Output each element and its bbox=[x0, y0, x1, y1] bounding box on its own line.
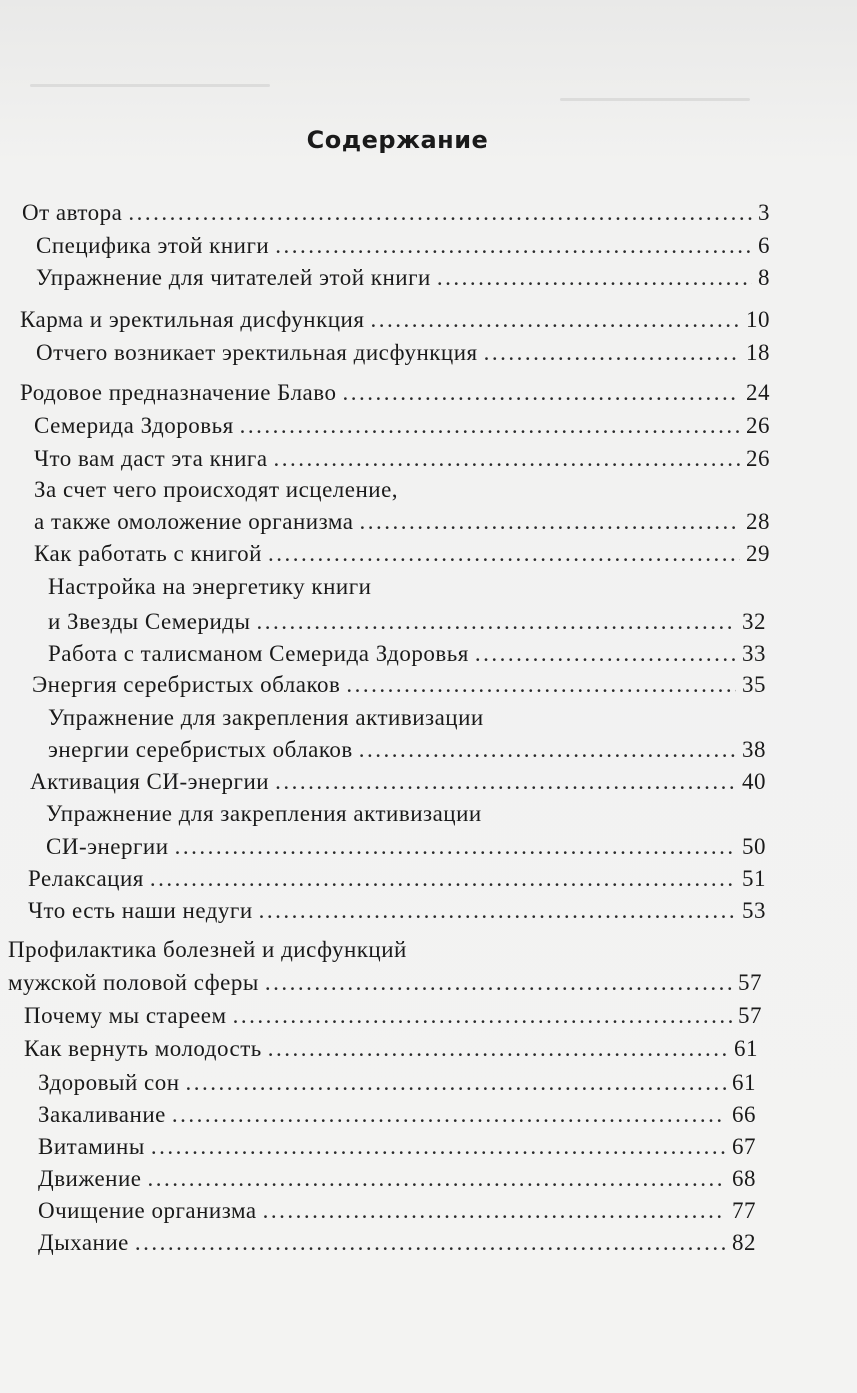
dot-leader bbox=[275, 767, 736, 797]
toc-entry bbox=[34, 507, 770, 537]
toc-entry bbox=[38, 1164, 756, 1194]
toc-entry bbox=[34, 411, 770, 441]
toc-page-number: 26 bbox=[746, 446, 770, 471]
toc-entry bbox=[22, 198, 770, 228]
toc-page-number: 82 bbox=[732, 1230, 756, 1255]
toc-entry-label: Что есть наши недуги bbox=[28, 898, 253, 923]
dot-leader bbox=[437, 263, 752, 293]
toc-entry-label: Релаксация bbox=[28, 866, 144, 891]
dot-leader bbox=[263, 1196, 726, 1226]
toc-entry-label: Специфика этой книги bbox=[36, 233, 270, 258]
toc-page-number: 57 bbox=[738, 1003, 762, 1028]
toc-entry bbox=[24, 1001, 762, 1031]
toc-entry-label-line1: Упражнение для закрепления активизации bbox=[48, 705, 484, 730]
toc-entry bbox=[28, 896, 766, 926]
dot-leader bbox=[147, 1164, 726, 1194]
dot-leader bbox=[475, 639, 736, 669]
toc-page-number: 3 bbox=[758, 200, 770, 225]
toc-page-number: 68 bbox=[732, 1166, 756, 1191]
toc-entry bbox=[38, 1228, 756, 1258]
toc-entry-label: Как работать с книгой bbox=[34, 541, 262, 566]
toc-page-number: 10 bbox=[746, 307, 770, 332]
toc-page-number: 57 bbox=[738, 970, 762, 995]
toc-entry-label: Дыхание bbox=[38, 1230, 129, 1255]
toc-entry-label: Закаливание bbox=[38, 1102, 166, 1127]
toc-entry-label: Движение bbox=[38, 1166, 142, 1191]
dot-leader bbox=[275, 231, 752, 261]
toc-entry-label: Работа с талисманом Семерида Здоровья bbox=[48, 641, 469, 666]
toc-page-number: 66 bbox=[732, 1102, 756, 1127]
dot-leader bbox=[268, 1034, 728, 1064]
toc-entry-label-line1: За счет чего происходят исцеление, bbox=[34, 477, 399, 502]
dot-leader bbox=[150, 864, 736, 894]
dot-leader bbox=[135, 1228, 726, 1258]
dot-leader bbox=[172, 1100, 726, 1130]
toc-entry bbox=[30, 767, 766, 797]
toc-page-number: 77 bbox=[732, 1198, 756, 1223]
toc-entry bbox=[28, 864, 766, 894]
toc-entry bbox=[20, 305, 770, 335]
toc-page-number: 24 bbox=[746, 380, 770, 405]
dot-leader bbox=[346, 670, 736, 700]
dot-leader bbox=[233, 1001, 732, 1031]
toc-entry bbox=[8, 968, 762, 998]
toc-entry-label: Упражнение для читателей этой книги bbox=[36, 265, 431, 290]
toc-page-number: 29 bbox=[746, 541, 770, 566]
toc-entry bbox=[34, 444, 770, 474]
toc-page-number: 28 bbox=[746, 509, 770, 534]
toc-entry bbox=[34, 539, 770, 569]
toc-entry-label: Карма и эректильная дисфункция bbox=[20, 307, 365, 332]
dot-leader bbox=[359, 507, 740, 537]
page-title: Содержание bbox=[306, 126, 489, 154]
dot-leader bbox=[175, 832, 736, 862]
toc-entry bbox=[38, 1132, 756, 1162]
toc-entry-label: Энергия серебристых облаков bbox=[32, 672, 341, 697]
toc-page-number: 33 bbox=[742, 641, 766, 666]
dot-leader bbox=[342, 378, 740, 408]
toc-page-number: 6 bbox=[758, 233, 770, 258]
toc-entry-label: Здоровый сон bbox=[38, 1070, 180, 1095]
toc-entry bbox=[32, 670, 766, 700]
toc-entry-label: а также омоложение организма bbox=[34, 509, 354, 534]
dot-leader bbox=[359, 735, 736, 765]
toc-page-number: 32 bbox=[742, 609, 766, 634]
toc-entry-label: От автора bbox=[22, 200, 123, 225]
toc-entry-label: Как вернуть молодость bbox=[24, 1036, 262, 1061]
toc-entry-label: Активация СИ-энергии bbox=[30, 769, 270, 794]
toc-entry bbox=[38, 1068, 756, 1098]
dot-leader bbox=[370, 305, 740, 335]
toc-page-number: 50 bbox=[742, 834, 766, 859]
toc-entry-label: энергии серебристых облаков bbox=[48, 737, 353, 762]
toc-entry bbox=[48, 639, 766, 669]
toc-entry-label: СИ-энергии bbox=[46, 834, 169, 859]
toc-entry bbox=[46, 832, 766, 862]
toc-page-number: 61 bbox=[732, 1070, 756, 1095]
toc-page-number: 53 bbox=[742, 898, 766, 923]
toc-entry-label: мужской половой сферы bbox=[8, 970, 259, 995]
dot-leader bbox=[128, 198, 752, 228]
toc-entry-label: Отчего возникает эректильная дисфункция bbox=[36, 340, 478, 365]
dot-leader bbox=[259, 896, 736, 926]
toc-page-number: 8 bbox=[758, 265, 770, 290]
toc-entry-label: и Звезды Семериды bbox=[48, 609, 251, 634]
toc-entry bbox=[48, 735, 766, 765]
toc-entry-label: Витамины bbox=[38, 1134, 145, 1159]
toc-page-number: 61 bbox=[734, 1036, 758, 1061]
toc-entry bbox=[24, 1034, 758, 1064]
toc-entry-label-line1: Профилактика болезней и дисфункций bbox=[8, 937, 407, 962]
dot-leader bbox=[484, 338, 740, 368]
toc-entry-label-line1: Настройка на энергетику книги bbox=[48, 574, 372, 599]
dot-leader bbox=[265, 968, 732, 998]
dot-leader bbox=[151, 1132, 726, 1162]
toc-page-number: 18 bbox=[746, 340, 770, 365]
toc-entry-label: Родовое предназначение Блаво bbox=[20, 380, 337, 405]
toc-entry-label: Семерида Здоровья bbox=[34, 413, 234, 438]
toc-entry bbox=[38, 1196, 756, 1226]
toc-entry bbox=[36, 338, 770, 368]
toc-entry bbox=[48, 607, 766, 637]
dot-leader bbox=[268, 539, 740, 569]
toc-page-number: 67 bbox=[732, 1134, 756, 1159]
toc-entry-label-line1: Упражнение для закрепления активизации bbox=[46, 801, 482, 826]
toc-entry bbox=[20, 378, 770, 408]
toc-page-number: 51 bbox=[742, 866, 766, 891]
dot-leader bbox=[240, 411, 740, 441]
dot-leader bbox=[186, 1068, 726, 1098]
dot-leader bbox=[274, 444, 740, 474]
toc-entry-label: Почему мы стареем bbox=[24, 1003, 227, 1028]
toc-page-number: 26 bbox=[746, 413, 770, 438]
toc-entry bbox=[38, 1100, 756, 1130]
toc-page-number: 38 bbox=[742, 737, 766, 762]
toc-page-number: 40 bbox=[742, 769, 766, 794]
toc-entry bbox=[36, 263, 770, 293]
toc-entry-label: Что вам даст эта книга bbox=[34, 446, 268, 471]
toc-page-number: 35 bbox=[742, 672, 766, 697]
dot-leader bbox=[256, 607, 736, 637]
toc-entry-label: Очищение организма bbox=[38, 1198, 257, 1223]
toc-entry bbox=[36, 231, 770, 261]
